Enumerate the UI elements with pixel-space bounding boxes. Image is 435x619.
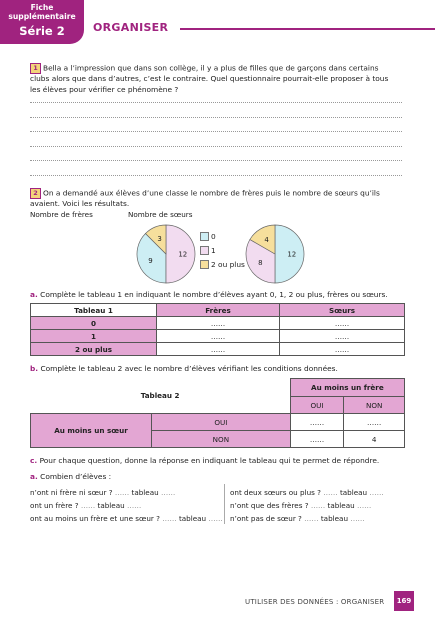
page-number: 169 (394, 591, 414, 611)
answer-cell[interactable]: …… (157, 343, 280, 356)
pie-slice-label: 9 (148, 256, 153, 265)
answer-blank[interactable]: …… (323, 488, 338, 497)
legend-label: 2 ou plus (211, 260, 245, 269)
answer-blank[interactable]: …… (126, 501, 142, 510)
answer-line (30, 146, 402, 148)
question-row: n’ont ni frère ni sœur ? …… tableau …… (30, 488, 176, 497)
pie-slice-label: 12 (178, 250, 188, 259)
row-head: 0 (31, 317, 157, 330)
answer-blank[interactable]: …… (160, 488, 176, 497)
answer-blank[interactable]: …… (114, 488, 130, 497)
answer-cell[interactable]: …… (280, 330, 405, 343)
table-2 (30, 378, 405, 448)
question-text: Complète le tableau 2 avec le nombre d’élèves vérifiant les conditions données. (40, 364, 338, 373)
series-tab (0, 0, 84, 44)
exercise-1 (30, 63, 400, 95)
label-soeurs: Nombre de sœurs (128, 210, 193, 219)
answer-line (30, 102, 402, 104)
legend-swatch (200, 232, 209, 241)
question-c (30, 456, 379, 465)
question-text: Combien d’élèves : (40, 472, 112, 481)
answer-blank[interactable]: …… (208, 514, 223, 523)
exercise-2-text: On a demandé aux élèves d’une classe le nombre de frères puis le nombre de sœurs qu’ils avaient. Voici les résultats. (30, 188, 380, 208)
answer-blank[interactable]: …… (350, 514, 365, 523)
table-1 (30, 303, 405, 356)
answer-blank[interactable]: …… (310, 501, 326, 510)
pie-soeurs (246, 225, 304, 283)
table-2-title: Tableau 2 (140, 391, 180, 401)
answer-blank[interactable]: …… (304, 514, 319, 523)
question-text: Pour chaque question, donne la réponse en indiquant le tableau qui te permet de répondre. (39, 456, 380, 465)
legend-swatch (200, 246, 209, 255)
exercise-number: 1 (30, 63, 41, 74)
pie-slice-label: 12 (287, 250, 297, 259)
question-b (30, 364, 338, 373)
answer-line (30, 131, 402, 133)
pie-freres (137, 225, 195, 283)
question-letter: c. (30, 456, 38, 465)
series-label: Série 2 (19, 24, 65, 38)
tab-label: Fiche supplémentaire (8, 3, 76, 21)
question-row: ont un frère ? …… tableau …… (30, 501, 142, 510)
col-head: Sœurs (280, 304, 405, 317)
question-a (30, 290, 388, 299)
column-divider (224, 484, 225, 524)
question-row: ont deux sœurs ou plus ? …… tableau …… (230, 488, 384, 497)
pie-slice-label: 3 (157, 235, 162, 243)
pie-slice-label: 8 (258, 258, 263, 267)
answer-line (30, 160, 402, 162)
answer-cell[interactable]: …… (157, 330, 280, 343)
question-text: Complète le tableau 1 en indiquant le nombre d’élèves ayant 0, 1, 2 ou plus, frères ou sœurs. (40, 290, 388, 299)
answer-cell[interactable]: …… (280, 343, 405, 356)
legend-label: 0 (211, 232, 216, 241)
row-head: 1 (31, 330, 157, 343)
answer-line (30, 175, 402, 177)
table-row (31, 317, 405, 330)
section-rule (180, 28, 435, 30)
footer-text: UTILISER DES DONNÉES : ORGANISER (245, 598, 385, 606)
exercise-1-text: Bella a l’impression que dans son collège, il y a plus de filles que de garçons dans certains clubs alors que dans d’autres, c’est le contraire. Quel questionnaire pourrait-elle proposer à tous les élèves pour vérifier ce phénomène ? (30, 63, 389, 94)
legend-swatch (200, 260, 209, 269)
table-1-title: Tableau 1 (31, 304, 157, 317)
row-head: NON (152, 431, 291, 448)
answer-cell[interactable]: …… (344, 414, 405, 431)
table-row (31, 343, 405, 356)
table-row (31, 330, 405, 343)
answer-cell[interactable]: …… (290, 414, 344, 431)
question-letter: a. (30, 290, 38, 299)
answer-line (30, 117, 402, 119)
question-c-a (30, 472, 111, 481)
row-group-head: Au moins un sœur (31, 414, 152, 448)
exercise-2 (30, 188, 402, 210)
row-head: OUI (152, 414, 291, 431)
answer-blank[interactable]: …… (80, 501, 96, 510)
answer-cell[interactable]: …… (290, 431, 344, 448)
answer-blank[interactable]: …… (162, 514, 177, 523)
col-head: OUI (290, 397, 344, 414)
answer-blank[interactable]: …… (369, 488, 384, 497)
question-row: n’ont pas de sœur ? …… tableau …… (230, 514, 365, 523)
answer-cell[interactable]: …… (157, 317, 280, 330)
question-letter: a. (30, 472, 38, 481)
col-head: Frères (157, 304, 280, 317)
question-letter: b. (30, 364, 39, 373)
pie-charts (130, 218, 310, 288)
pie-slice-label: 4 (264, 235, 269, 244)
question-row: ont au moins un frère et une sœur ? …… tableau …… (30, 514, 223, 523)
answer-blank[interactable]: …… (356, 501, 372, 510)
answer-cell[interactable]: …… (280, 317, 405, 330)
row-head: 2 ou plus (31, 343, 157, 356)
answer-cell: 4 (344, 431, 405, 448)
col-head: NON (344, 397, 405, 414)
col-group-head: Au moins un frère (290, 379, 404, 397)
label-freres: Nombre de frères (30, 210, 93, 219)
section-title: ORGANISER (93, 21, 169, 34)
exercise-number: 2 (30, 188, 41, 199)
question-row: n’ont que des frères ? …… tableau …… (230, 501, 372, 510)
legend-label: 1 (211, 246, 216, 255)
